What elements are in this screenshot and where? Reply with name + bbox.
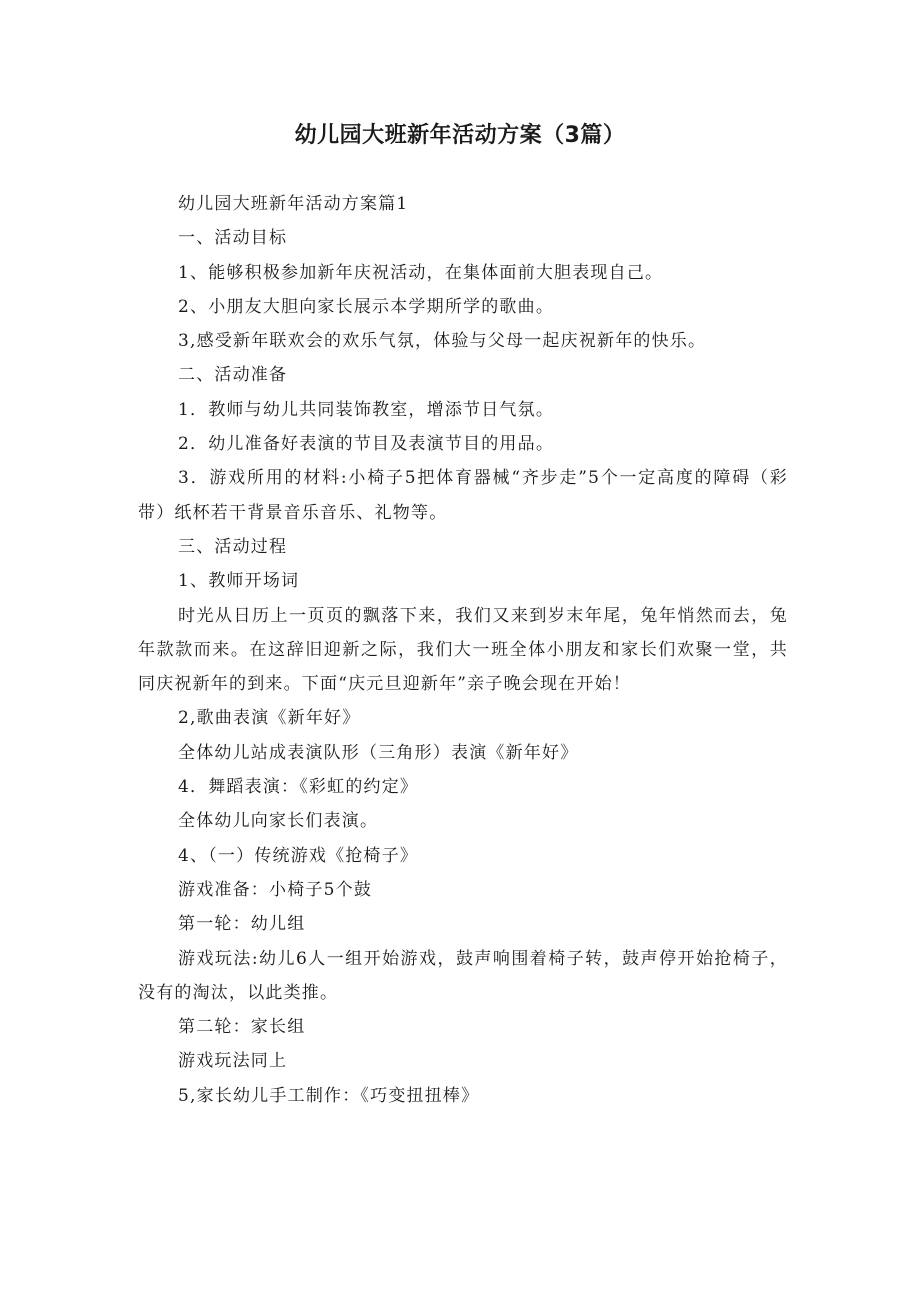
game-rules: 游戏玩法:幼儿6人一组开始游戏，鼓声响围着椅子转，鼓声停开始抢椅子，没有的淘汰，以此类推。 [138,948,788,1003]
game-round-1: 第一轮：幼儿组 [178,914,306,935]
preparation-item-2: 2．幼儿准备好表演的节目及表演节目的用品。 [178,434,555,455]
preparation-item-1: 1．教师与幼儿共同装饰教室，增添节日气氛。 [178,399,555,420]
section-heading-preparation: 二、活动准备 [178,365,288,386]
process-step-game: 4、（一）传统游戏《抢椅子》 [178,845,419,866]
process-step-song: 2,歌曲表演《新年好》 [178,708,361,729]
goal-item-2: 2、小朋友大胆向家长展示本学期所学的歌曲。 [178,296,555,317]
goal-item-3: 3,感受新年联欢会的欢乐气氛，体验与父母一起庆祝新年的快乐。 [178,331,707,352]
section-heading-plan-1: 幼儿园大班新年活动方案篇1 [178,194,409,214]
dance-description: 全体幼儿向家长们表演。 [178,811,379,832]
game-rules-same: 游戏玩法同上 [178,1051,288,1072]
game-preparation: 游戏准备：小椅子5个鼓 [178,879,373,900]
game-round-2: 第二轮：家长组 [178,1017,306,1038]
document-title: 幼儿园大班新年活动方案（3篇） [294,123,626,148]
process-step-opening: 1、教师开场词 [178,571,300,592]
process-step-craft: 5,家长幼儿手工制作：《巧变扭扭棒》 [178,1085,480,1106]
song-description: 全体幼儿站成表演队形（三角形）表演《新年好》 [178,742,579,763]
opening-speech-paragraph: 时光从日历上一页页的飘落下来，我们又来到岁末年尾，兔年悄然而去，兔年款款而来。在这辞旧迎新之际，我们大一班全体小朋友和家长们欢聚一堂，共同庆祝新年的到来。下面“庆元旦迎新年”亲子晚会现在开始！ [138,605,788,695]
document-body [138,187,788,1113]
preparation-item-3: 3．游戏所用的材料:小椅子5把体育器械“齐步走”5个一定高度的障碍（彩带）纸杯若干背景音乐音乐、礼物等。 [138,468,788,523]
section-heading-process: 三、活动过程 [178,536,288,557]
section-heading-goals: 一、活动目标 [178,228,288,249]
process-step-dance: 4．舞蹈表演：《彩虹的约定》 [178,777,419,798]
goal-item-1: 1、能够积极参加新年庆祝活动，在集体面前大胆表现自己。 [178,262,664,283]
